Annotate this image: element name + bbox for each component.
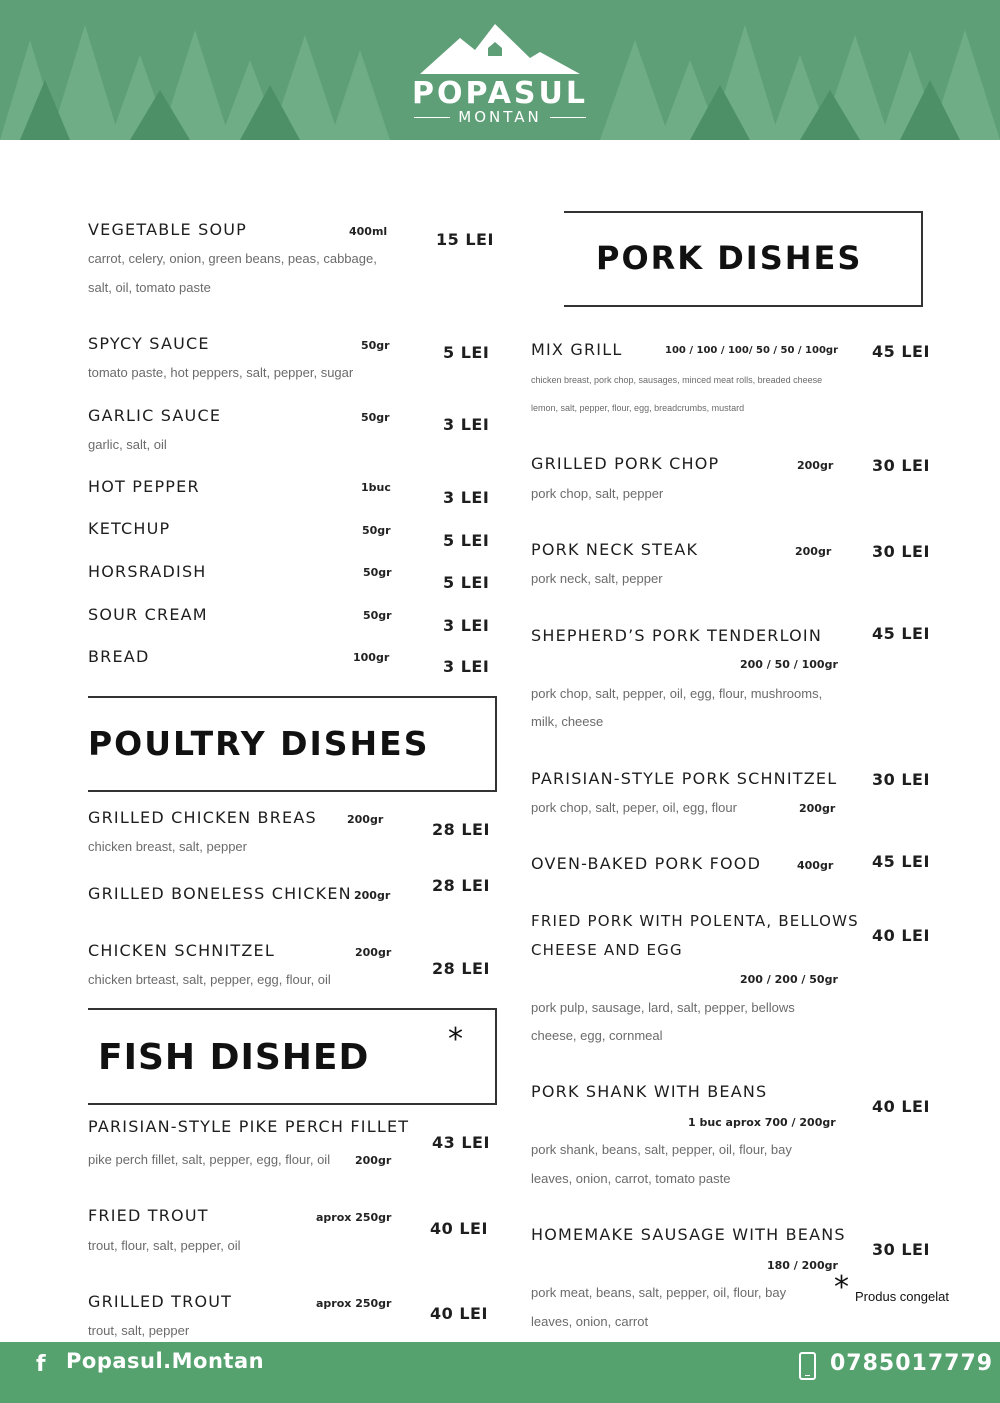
item-name: CHICKEN SCHNITZEL <box>88 941 275 960</box>
item-name: HORSRADISH <box>88 562 207 581</box>
frozen-note: Produs congelat <box>855 1289 949 1304</box>
item-ingredients: garlic, salt, oil <box>88 437 167 452</box>
mountain-icon <box>400 18 600 78</box>
item-ingredients: chicken brteast, salt, pepper, egg, flour, oil <box>88 972 331 987</box>
item-name: GRILLED CHICKEN BREAS <box>88 808 317 827</box>
brand-subtitle: MONTAN <box>458 108 542 126</box>
section-title-fish: FISH DISHED <box>98 1037 370 1078</box>
item-quantity: aprox 250gr <box>316 1297 392 1310</box>
item-price: 30 LEI <box>872 456 930 475</box>
frozen-asterisk: * <box>448 1022 463 1057</box>
frozen-asterisk: * <box>834 1270 849 1305</box>
item-name: PORK SHANK WITH BEANS <box>531 1082 768 1101</box>
item-quantity: 200 / 200 / 50gr <box>740 973 838 986</box>
item-price: 15 LEI <box>436 230 494 249</box>
item-quantity: 50gr <box>363 609 392 622</box>
item-quantity: 200gr <box>354 889 391 902</box>
item-ingredients: pork shank, beans, salt, pepper, oil, flour, bay <box>531 1142 792 1157</box>
item-price: 30 LEI <box>872 770 930 789</box>
item-name: KETCHUP <box>88 519 171 538</box>
item-name: GARLIC SAUCE <box>88 406 222 425</box>
item-ingredients: milk, cheese <box>531 714 604 729</box>
item-quantity: 180 / 200gr <box>767 1259 838 1272</box>
facebook-icon[interactable]: f <box>36 1352 46 1377</box>
item-name: MIX GRILL <box>531 340 623 359</box>
item-quantity: 200gr <box>799 802 836 815</box>
item-ingredients: pork meat, beans, salt, pepper, oil, flour, bay <box>531 1285 787 1300</box>
item-name: FRIED TROUT <box>88 1206 209 1225</box>
item-ingredients: trout, salt, pepper <box>88 1323 190 1338</box>
item-quantity: 50gr <box>362 524 391 537</box>
item-name: GRILLED BONELESS CHICKEN <box>88 884 352 903</box>
item-ingredients: chicken breast, pork chop, sausages, minced meat rolls, breaded cheese <box>531 375 823 385</box>
item-quantity: 200 / 50 / 100gr <box>740 658 838 671</box>
item-name: GRILLED TROUT <box>88 1292 233 1311</box>
item-ingredients: leaves, onion, carrot, tomato paste <box>531 1171 731 1186</box>
item-ingredients: tomato paste, hot peppers, salt, pepper, sugar <box>88 365 354 380</box>
divider <box>550 117 586 118</box>
item-ingredients: pike perch fillet, salt, pepper, egg, flour, oil <box>88 1152 331 1167</box>
item-quantity: 50gr <box>361 339 390 352</box>
item-name: PARISIAN-STYLE PIKE PERCH FILLET <box>88 1117 410 1136</box>
phone-icon <box>799 1352 816 1380</box>
item-price: 5 LEI <box>443 573 490 592</box>
item-quantity: 1buc <box>361 481 391 494</box>
item-price: 5 LEI <box>443 531 490 550</box>
item-quantity: 50gr <box>361 411 390 424</box>
item-name: VEGETABLE SOUP <box>88 220 248 239</box>
item-price: 28 LEI <box>432 820 490 839</box>
item-ingredients: leaves, onion, carrot <box>531 1314 649 1329</box>
item-quantity: 100gr <box>353 651 390 664</box>
section-title-poultry: POULTRY DISHES <box>88 724 430 763</box>
item-quantity: 200gr <box>795 545 832 558</box>
item-quantity: 200gr <box>797 459 834 472</box>
item-price: 45 LEI <box>872 852 930 871</box>
item-quantity: 200gr <box>355 946 392 959</box>
item-price: 3 LEI <box>443 488 490 507</box>
item-price: 40 LEI <box>872 926 930 945</box>
phone-number[interactable]: 0785017779 <box>830 1351 994 1376</box>
item-name: SOUR CREAM <box>88 605 208 624</box>
item-name: PARISIAN-STYLE PORK SCHNITZEL <box>531 769 838 788</box>
item-price: 43 LEI <box>432 1133 490 1152</box>
brand-name: POPASUL <box>411 76 589 111</box>
item-name: GRILLED PORK CHOP <box>531 454 720 473</box>
header-banner <box>0 0 1000 140</box>
item-name: PORK NECK STEAK <box>531 540 699 559</box>
item-name: SHEPHERD’S PORK TENDERLOIN <box>531 626 823 645</box>
item-ingredients: pork pulp, sausage, lard, salt, pepper, bellows <box>531 1000 795 1015</box>
item-quantity: aprox 250gr <box>316 1211 392 1224</box>
item-quantity: 400gr <box>797 859 834 872</box>
item-price: 40 LEI <box>430 1219 488 1238</box>
item-ingredients: salt, oil, tomato paste <box>88 280 211 295</box>
item-quantity: 200gr <box>355 1154 392 1167</box>
item-name: HOT PEPPER <box>88 477 200 496</box>
item-price: 3 LEI <box>443 657 490 676</box>
item-price: 30 LEI <box>872 542 930 561</box>
item-price: 28 LEI <box>432 876 490 895</box>
item-ingredients: pork neck, salt, pepper <box>531 571 663 586</box>
item-quantity: 1 buc aprox 700 / 200gr <box>688 1116 836 1129</box>
item-name: HOMEMAKE SAUSAGE WITH BEANS <box>531 1225 846 1244</box>
item-price: 5 LEI <box>443 343 490 362</box>
item-ingredients: trout, flour, salt, pepper, oil <box>88 1238 241 1253</box>
item-price: 45 LEI <box>872 342 930 361</box>
logo <box>400 18 600 130</box>
item-price: 40 LEI <box>430 1304 488 1323</box>
item-price: 3 LEI <box>443 415 490 434</box>
item-name: BREAD <box>88 647 150 666</box>
item-name: FRIED PORK WITH POLENTA, BELLOWS <box>531 912 859 930</box>
item-price: 3 LEI <box>443 616 490 635</box>
item-price: 30 LEI <box>872 1240 930 1259</box>
item-ingredients: cheese, egg, cornmeal <box>531 1028 663 1043</box>
item-quantity: 200gr <box>347 813 384 826</box>
item-price: 40 LEI <box>872 1097 930 1116</box>
item-ingredients: pork chop, salt, pepper <box>531 486 664 501</box>
item-price: 28 LEI <box>432 959 490 978</box>
item-ingredients: lemon, salt, pepper, flour, egg, breadcrumbs, mustard <box>531 403 745 413</box>
item-ingredients: carrot, celery, onion, green beans, peas, cabbage, <box>88 251 377 266</box>
item-name: OVEN-BAKED PORK FOOD <box>531 854 762 873</box>
item-quantity: 50gr <box>363 566 392 579</box>
footer <box>0 1342 1000 1403</box>
item-price: 45 LEI <box>872 624 930 643</box>
facebook-handle[interactable]: Popasul.Montan <box>66 1349 265 1373</box>
item-name: SPYCY SAUCE <box>88 334 210 353</box>
item-ingredients: pork chop, salt, pepper, oil, egg, flour, mushrooms, <box>531 686 823 701</box>
section-title-pork: PORK DISHES <box>596 239 863 277</box>
item-quantity: 100 / 100 / 100/ 50 / 50 / 100gr <box>665 345 839 356</box>
item-ingredients: chicken breast, salt, pepper <box>88 839 247 854</box>
item-quantity: 400ml <box>349 225 388 238</box>
item-name-continued: CHEESE AND EGG <box>531 941 683 959</box>
item-ingredients: pork chop, salt, peper, oil, egg, flour <box>531 800 737 815</box>
